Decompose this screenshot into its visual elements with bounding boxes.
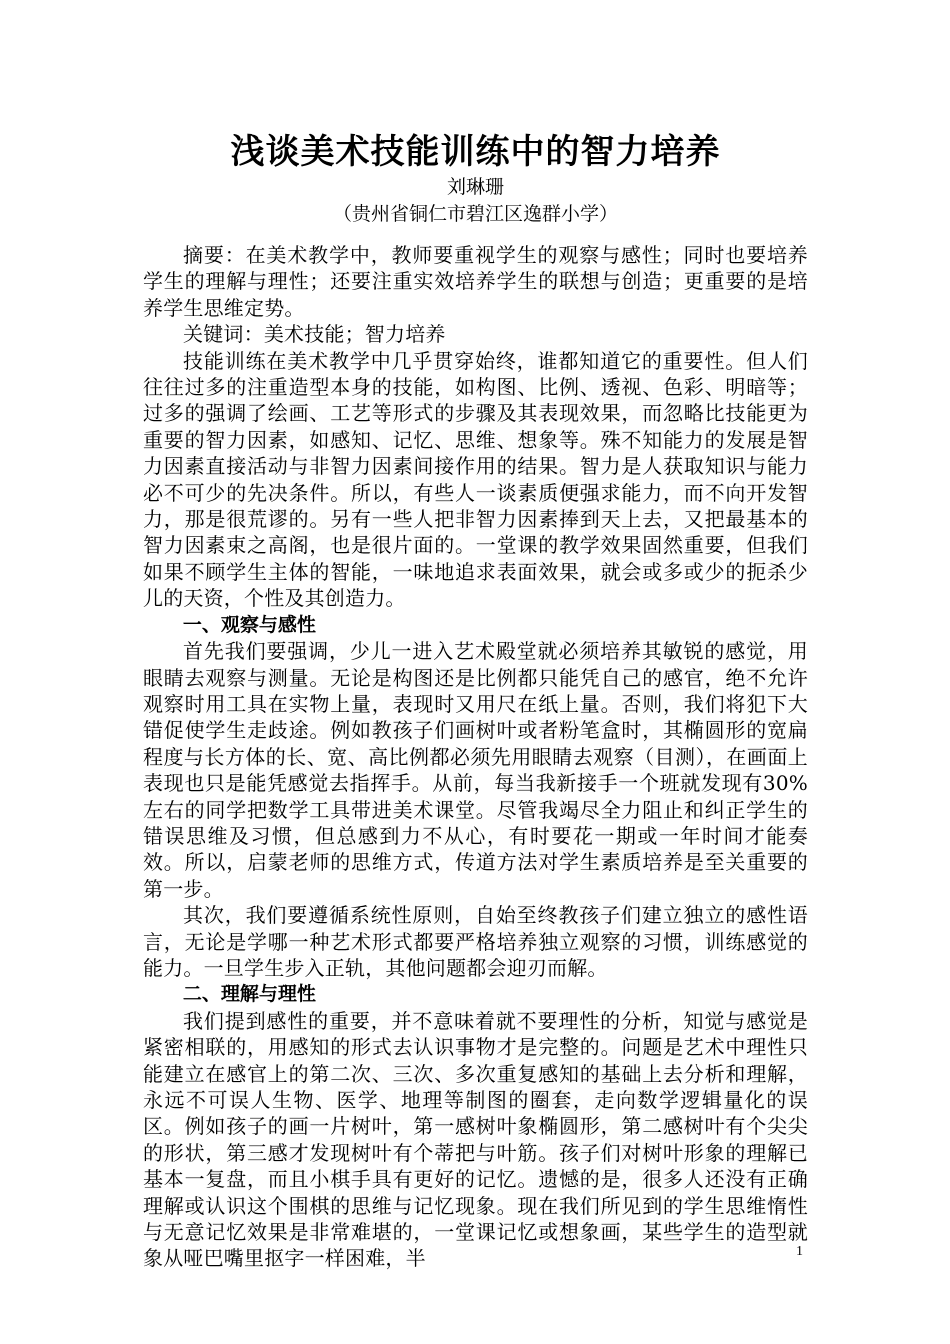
abstract-label: 摘要： <box>183 243 246 267</box>
section-heading-observation: 一、观察与感性 <box>182 613 316 636</box>
author-name: 刘琳珊 <box>446 176 504 198</box>
page-number: 1 <box>796 1244 803 1259</box>
section-paragraph: 首先我们要强调，少儿一进入艺术殿堂就必须培养其敏锐的感觉，用眼睛去观察与测量。无论是构图还是比例都只能凭自己的感官，绝不允许观察时用工具在实物上量，表现时又用尺在纸上量。否则，我们将犯下大错促使学生走歧途。例如教孩子们画树叶或者粉笔盒时，其椭圆形的宽扁程度与长方体的长、宽、高比例都必须先用眼睛去观察（目测），在画面上表现也只是能凭感觉去指挥手。从前，每当我新接手一个班就发现有30%左右的同学把数学工具带进美术课堂。尽管我竭尽全力阻止和纠正学生的错误思维及习惯，但总感到力不从心，有时要花一期或一年时间才能奏效。所以，启蒙老师的思维方式，传道方法对学生素质培养是至关重要的第一步。 <box>143 639 808 901</box>
author-affiliation: （贵州省铜仁市碧江区逸群小学） <box>332 203 618 225</box>
page-content <box>143 130 808 1272</box>
abstract-paragraph <box>143 242 808 321</box>
intro-paragraph: 技能训练在美术教学中几乎贯穿始终，谁都知道它的重要性。但人们往往过多的注重造型本身的技能，如构图、比例、透视、色彩、明暗等；过多的强调了绘画、工艺等形式的步骤及其表现效果，而忽略比技能更为重要的智力因素，如感知、记忆、思维、想象等。殊不知能力的发展是智力因素直接活动与非智力因素间接作用的结果。智力是人获取知识与能力必不可少的先决条件。所以，有些人一谈素质便强求能力，而不向开发智力，那是很荒谬的。另有一些人把非智力因素捧到天上去，又把最基本的智力因素束之高阁，也是很片面的。一堂课的教学效果固然重要，但我们如果不顾学生主体的智能，一味地追求表面效果，就会或多或少的扼杀少儿的天资，个性及其创造力。 <box>143 348 808 611</box>
keywords-label: 关键词： <box>183 322 264 347</box>
document-title: 浅谈美术技能训练中的智力培养 <box>230 132 721 172</box>
keywords-text: 美术技能；智力培养 <box>263 322 446 347</box>
keywords-paragraph <box>143 321 808 347</box>
section-paragraph: 其次，我们要遵循系统性原则，自始至终教孩子们建立独立的感性语言，无论是学哪一种艺术形式都要严格培养独立观察的习惯，训练感觉的能力。一旦学生步入正轨，其他问题都会迎刃而解。 <box>143 903 808 980</box>
section-heading-understanding: 二、理解与理性 <box>182 983 316 1006</box>
abstract-text: 在美术教学中，教师要重视学生的观察与感性；同时也要培养学生的理解与理性；还要注重实效培养学生的联想与创造；更重要的是培养学生思维定势。 <box>143 243 808 320</box>
section-paragraph: 我们提到感性的重要，并不意味着就不要理性的分析，知觉与感觉是紧密相联的，用感知的形式去认识事物才是完整的。问题是艺术中理性只能建立在感官上的第二次、三次、多次重复感知的基础上去分析和理解，永远不可误人生物、医学、地理等制图的圈套，走向数学逻辑量化的误区。例如孩子的画一片树叶，第一感树叶象椭圆形，第二感树叶有个尖尖的形状，第三感才发现树叶有个蒂把与叶筋。孩子们对树叶形象的理解已基本一复盘，而且小棋手具有更好的记忆。遗憾的是，很多人还没有正确理解或认识这个围棋的思维与记忆现象。现在我们所见到的学生思维惰性与无意记忆效果是非常难堪的，一堂课记忆或想象画，某些学生的造型就象从哑巴嘴里抠字一样困难，半 <box>143 1008 808 1271</box>
